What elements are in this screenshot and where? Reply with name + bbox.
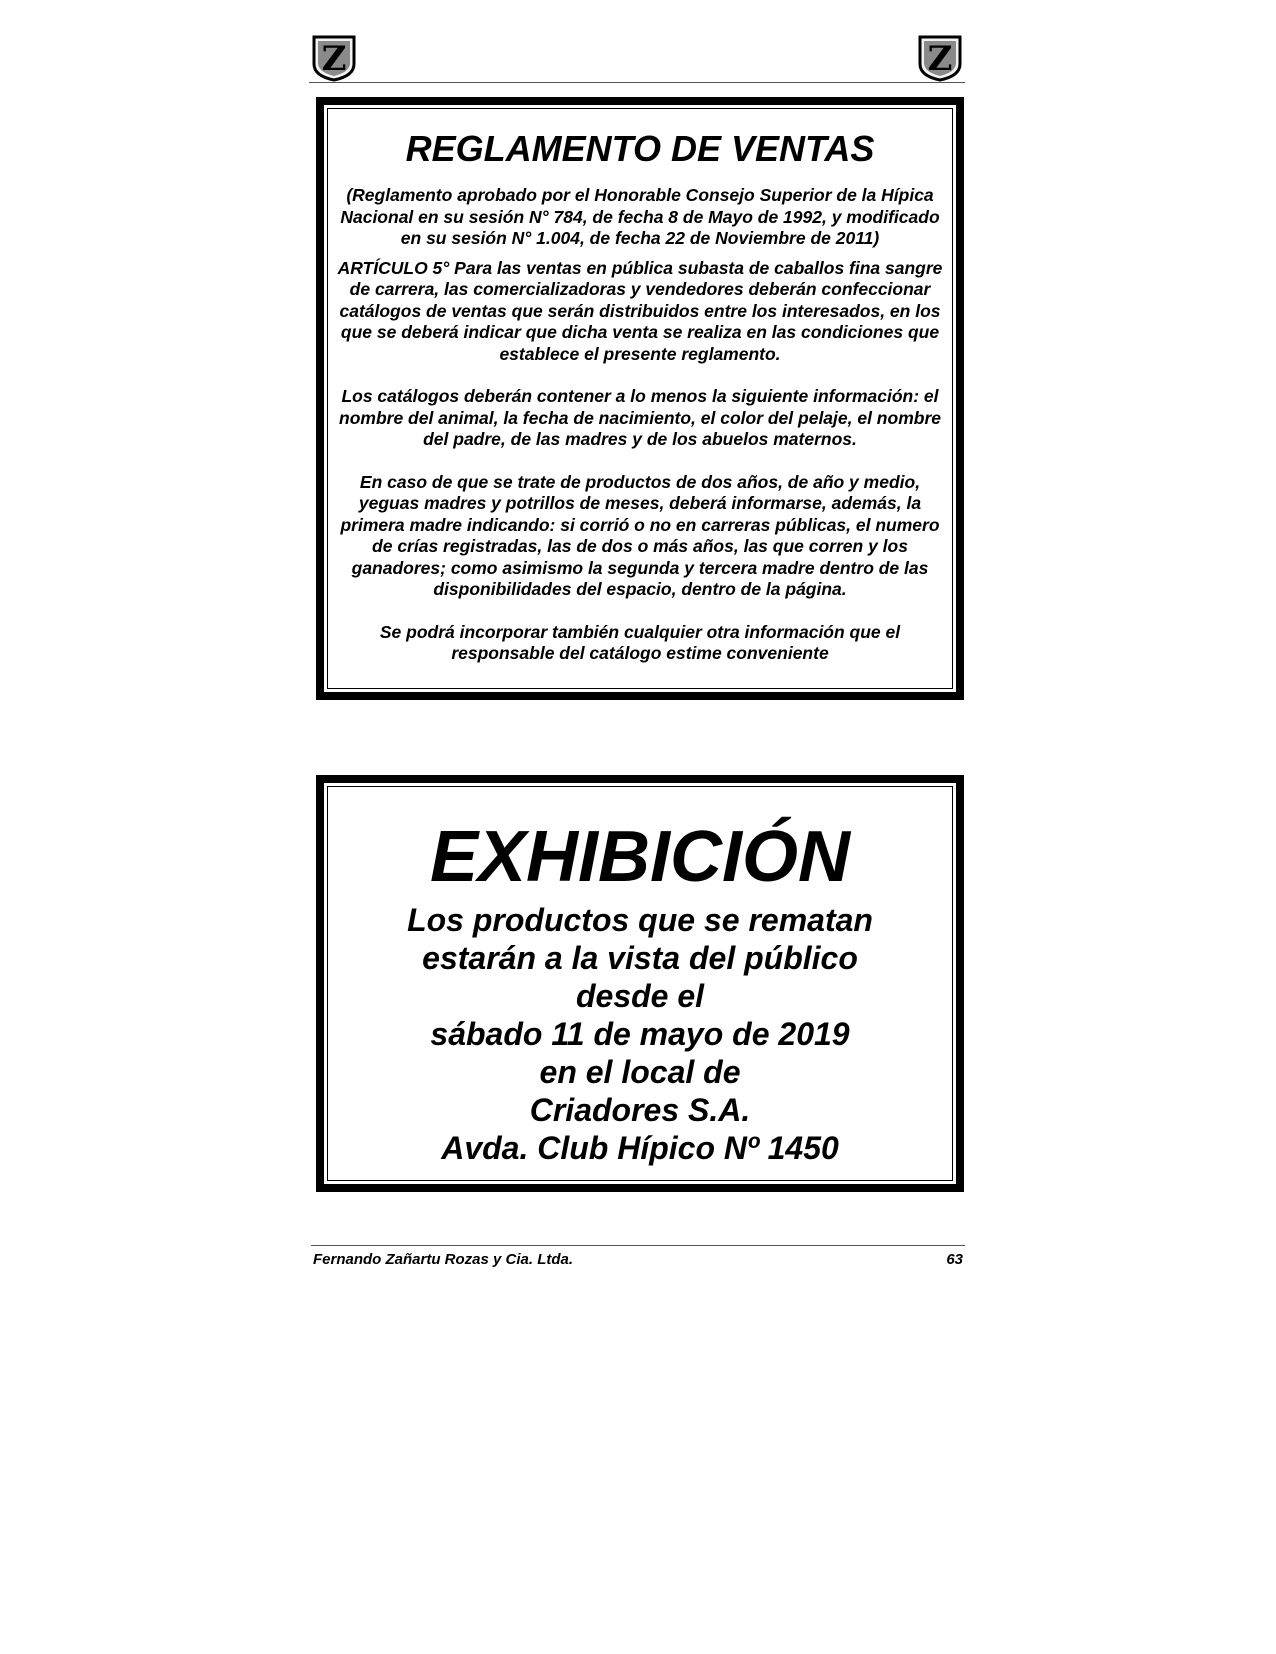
reglamento-title: REGLAMENTO DE VENTAS	[405, 128, 875, 169]
reglamento-paragraph-2: En caso de que se trate de productos de dos años, de año y medio, yeguas madres y potrillos de meses, deberá informarse, además, la primera madre indicando: si corrió o no en carreras públicas, el numero de crías registradas, las de dos o más años, las que corren y los ganadores; como asimismo la segunda y tercera madre dentro de las disponibilidades del espacio, dentro de la página.	[340, 471, 940, 599]
exhibicion-line: sábado 11 de mayo de 2019	[430, 1016, 850, 1052]
footer-company: Fernando Zañartu Rozas y Cia. Ltda.	[313, 1251, 574, 1268]
page-number: 63	[946, 1251, 963, 1268]
shield-z-logo-icon	[311, 34, 357, 82]
exhibicion-line: desde el	[575, 978, 705, 1014]
svg-text:Z: Z	[321, 39, 347, 79]
reglamento-subtitle: (Reglamento aprobado por el Honorable Consejo Superior de la Hípica Nacional en su sesión N° 784, de fecha 8 de Mayo de 1992, y modificado en su sesión N° 1.004, de fecha 22 de Noviembre de 2011)	[340, 185, 940, 248]
page-footer	[311, 1245, 965, 1276]
exhibicion-line: Criadores S.A.	[529, 1092, 751, 1128]
exhibicion-box	[316, 775, 964, 1192]
reglamento-box	[316, 97, 964, 700]
article-text: Para las ventas en pública subasta de caballos fina sangre de carrera, las comercializadoras y vendedores deberán confeccionar catálogos de ventas que serán distribuidos entre los interesados, en los que se deberá indicar que dicha venta se realiza en las condiciones que establece el presente reglamento.	[339, 257, 943, 364]
exhibicion-title: EXHIBICIÓN	[429, 817, 851, 897]
reglamento-paragraph-3: Se podrá incorporar también cualquier otra información que el responsable del catálogo estime conveniente	[379, 621, 901, 663]
article-label: ARTÍCULO 5°	[337, 257, 450, 278]
reglamento-paragraph-1: Los catálogos deberán contener a lo menos la siguiente información: el nombre del animal, la fecha de nacimiento, el color del pelaje, el nombre del padre, de las madres y de los abuelos maternos.	[339, 386, 941, 449]
svg-text:Z: Z	[927, 39, 953, 79]
page-header	[309, 34, 965, 84]
exhibicion-line: estarán a la vista del público	[422, 940, 858, 976]
exhibicion-line: en el local de	[539, 1054, 741, 1090]
exhibicion-line: Avda. Club Hípico Nº 1450	[441, 1130, 839, 1166]
exhibicion-line: Los productos que se rematan	[407, 902, 873, 938]
shield-z-logo-icon	[917, 34, 963, 82]
exhibicion-lines	[324, 901, 956, 1167]
reglamento-article	[334, 258, 946, 366]
header-divider	[309, 82, 965, 83]
